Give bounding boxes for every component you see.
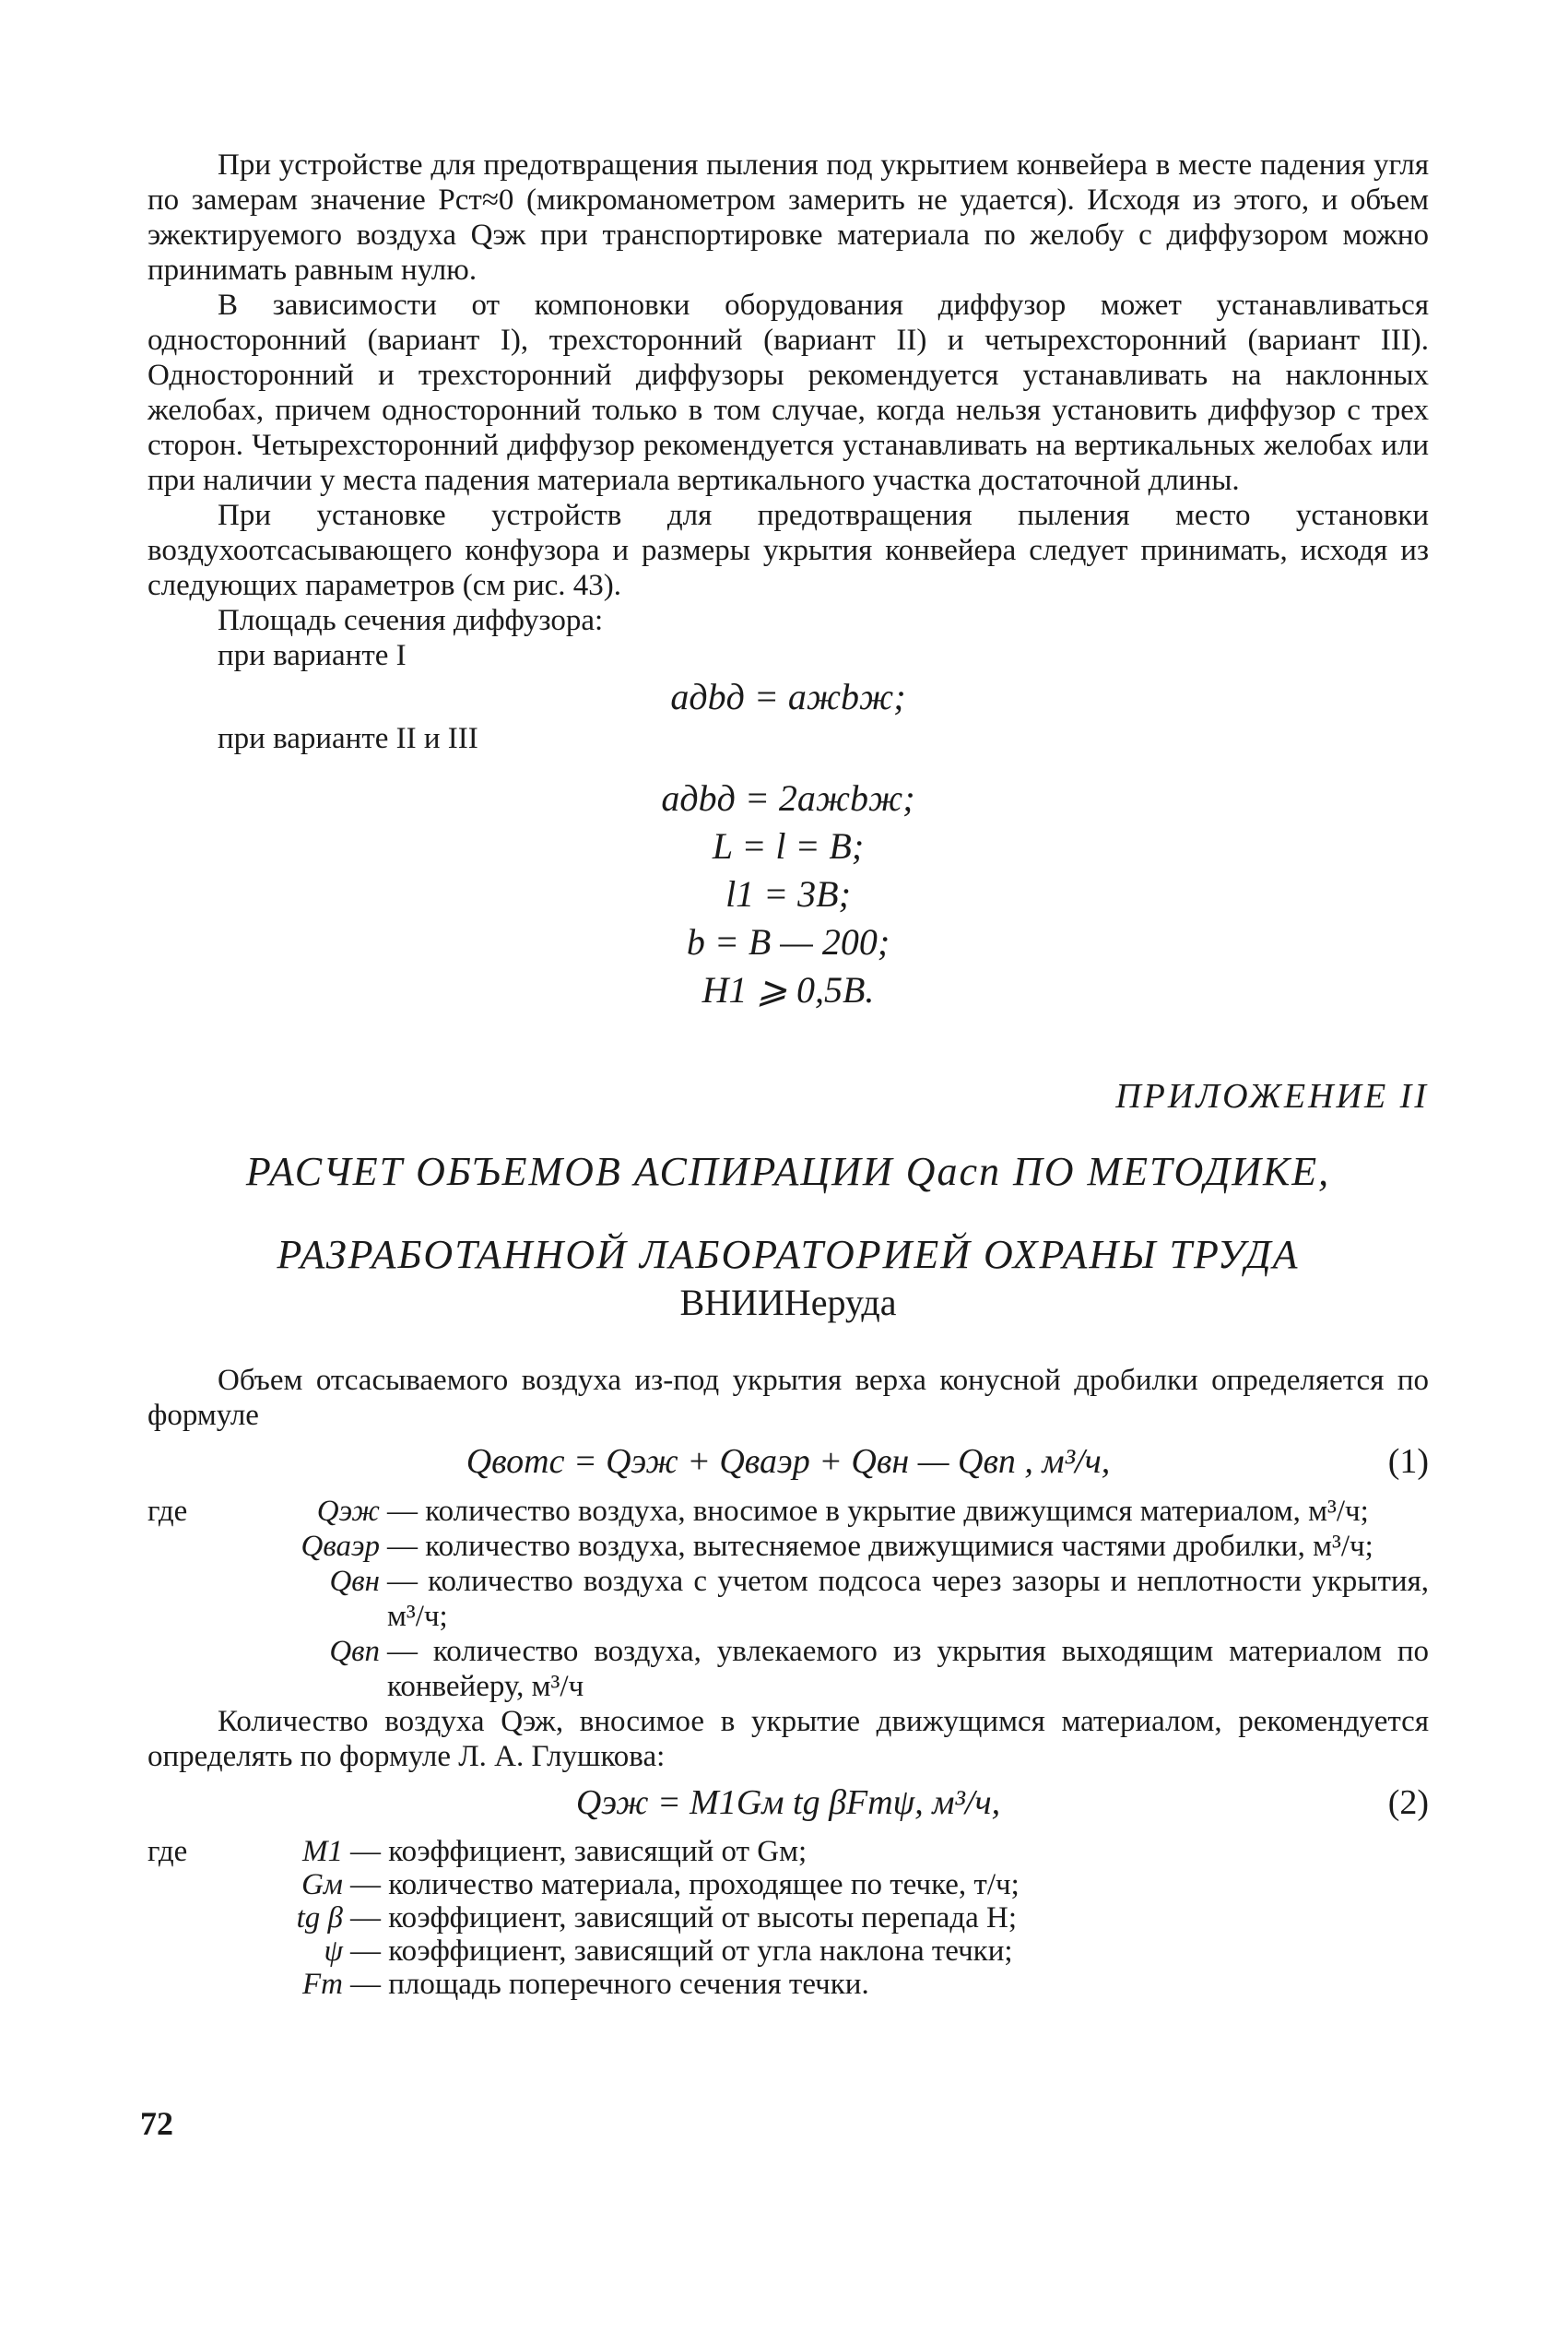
- where-definition: — коэффициент, зависящий от Gм;: [350, 1835, 808, 1868]
- where-symbol: Qвн: [329, 1565, 380, 1598]
- equation-2: [147, 1780, 1429, 1826]
- where-definition: — количество воздуха, увлекаемого из укрытия выходящим материалом по конвейеру, м³/ч: [387, 1635, 1429, 1703]
- formula-height: H1 ⩾ 0,5B.: [701, 969, 875, 1011]
- paragraph-diffuser-variants: В зависимости от компоновки оборудования диффузор может устанавливаться односторонний (вариант I), трехсторонний (вариант II) и четырехсторонний (вариант III). Односторонний и трехсторонний диффузоры рекомендуется устанавливать на наклонных желобах, причем односторонний только в том случае, когда нельзя установить диффузор с трех сторон. Четырехсторонний диффузор рекомендуется устанавливать на вертикальных желобах или при наличии у места падения материала вертикального участка достаточной длины.: [147, 289, 1429, 497]
- paragraph-dust-device: При устройстве для предотвращения пыления под укрытием конвейера в месте падения угля по замерам значение Pст≈0 (микроманометром замерить не удается). Исходя из этого, и объем эжектируемого воздуха Qэж при транспортировке материала по желобу с диффузором можно принимать равным нулю.: [147, 148, 1429, 287]
- where-label: где: [147, 1835, 188, 1868]
- formula-variant-2-3: aдbд = 2aжbж;: [661, 777, 915, 819]
- appendix-title-line3: ВНИИНеруда: [679, 1282, 897, 1323]
- where-definition: — количество воздуха с учетом подсоса через зазоры и неплотности укрытия, м³/ч;: [387, 1565, 1429, 1633]
- formula-length: L = l = B;: [712, 825, 865, 867]
- paragraph-installation-params: При установке устройств для предотвращения пыления место установки воздухоотсасывающего конфузора и размеры укрытия конвейера следует принимать, исходя из следующих параметров (см рис. 43).: [147, 499, 1429, 602]
- paragraph-volume: Объем отсасываемого воздуха из-под укрытия верха конусной дробилки определяется по формуле: [147, 1364, 1429, 1432]
- where-definition: — количество воздуха, вносимое в укрытие движущимся материалом, м³/ч;: [387, 1495, 1369, 1528]
- formula-width: b = B — 200;: [686, 921, 890, 963]
- where-definition: — коэффициент, зависящий от угла наклона течки;: [350, 1935, 1013, 1968]
- formula-block: [147, 775, 1429, 1014]
- where-label: где: [147, 1495, 188, 1528]
- appendix-title-line2: РАЗРАБОТАННОЙ ЛАБОРАТОРИЕЙ ОХРАНЫ ТРУДА: [277, 1232, 1300, 1277]
- equation-1-number: (1): [1387, 1442, 1429, 1481]
- formula-variant-1: aдbд = aжbж;: [670, 676, 906, 717]
- variant-label-2-3: при варианте II и III: [218, 722, 478, 755]
- paragraph-glushkov: Количество воздуха Qэж, вносимое в укрытие движущимся материалом, рекомендуется определять по формуле Л. А. Глушкова:: [147, 1705, 1429, 1773]
- paragraph-diffuser-area: Площадь сечения диффузора:: [218, 604, 604, 637]
- page-body: [147, 148, 1429, 2001]
- where-symbol: Qэж: [316, 1495, 380, 1528]
- page-number: 72: [140, 2105, 173, 2142]
- where-symbol: Gм: [301, 1868, 343, 1901]
- where-definition: — коэффициент, зависящий от высоты перепада H;: [350, 1901, 1018, 1935]
- variant-label-1: при варианте I: [218, 639, 407, 672]
- where-symbol: Qваэр: [301, 1530, 380, 1563]
- where-symbol: tg β: [296, 1901, 343, 1935]
- where-symbol: M1: [302, 1835, 343, 1868]
- equation-1-formula: Qвотс = Qэж + Qваэр + Qвн — Qвп , м³/ч,: [466, 1442, 1111, 1481]
- where-symbol: Fm: [302, 1968, 343, 2001]
- where-definition: — площадь поперечного сечения течки.: [350, 1968, 869, 2001]
- where-list-1: [147, 1494, 1429, 1704]
- where-definition: — количество воздуха, вытесняемое движущимися частями дробилки, м³/ч;: [387, 1530, 1373, 1563]
- appendix-label: ПРИЛОЖЕНИЕ II: [1115, 1077, 1429, 1116]
- where-list-2: [147, 1835, 1429, 2001]
- equation-1: [147, 1438, 1429, 1485]
- where-symbol: ψ: [324, 1935, 343, 1968]
- where-symbol: Qвп: [329, 1635, 380, 1668]
- equation-2-formula: Qэж = M1Gм tg βFmψ, м³/ч,: [575, 1783, 1001, 1822]
- formula-l1: l1 = 3B;: [725, 873, 851, 915]
- where-definition: — количество материала, проходящее по течке, т/ч;: [350, 1868, 1020, 1901]
- appendix-title-line1: РАСЧЕТ ОБЪЕМОВ АСПИРАЦИИ Qасп ПО МЕТОДИКЕ,: [245, 1149, 1331, 1194]
- equation-2-number: (2): [1387, 1783, 1429, 1822]
